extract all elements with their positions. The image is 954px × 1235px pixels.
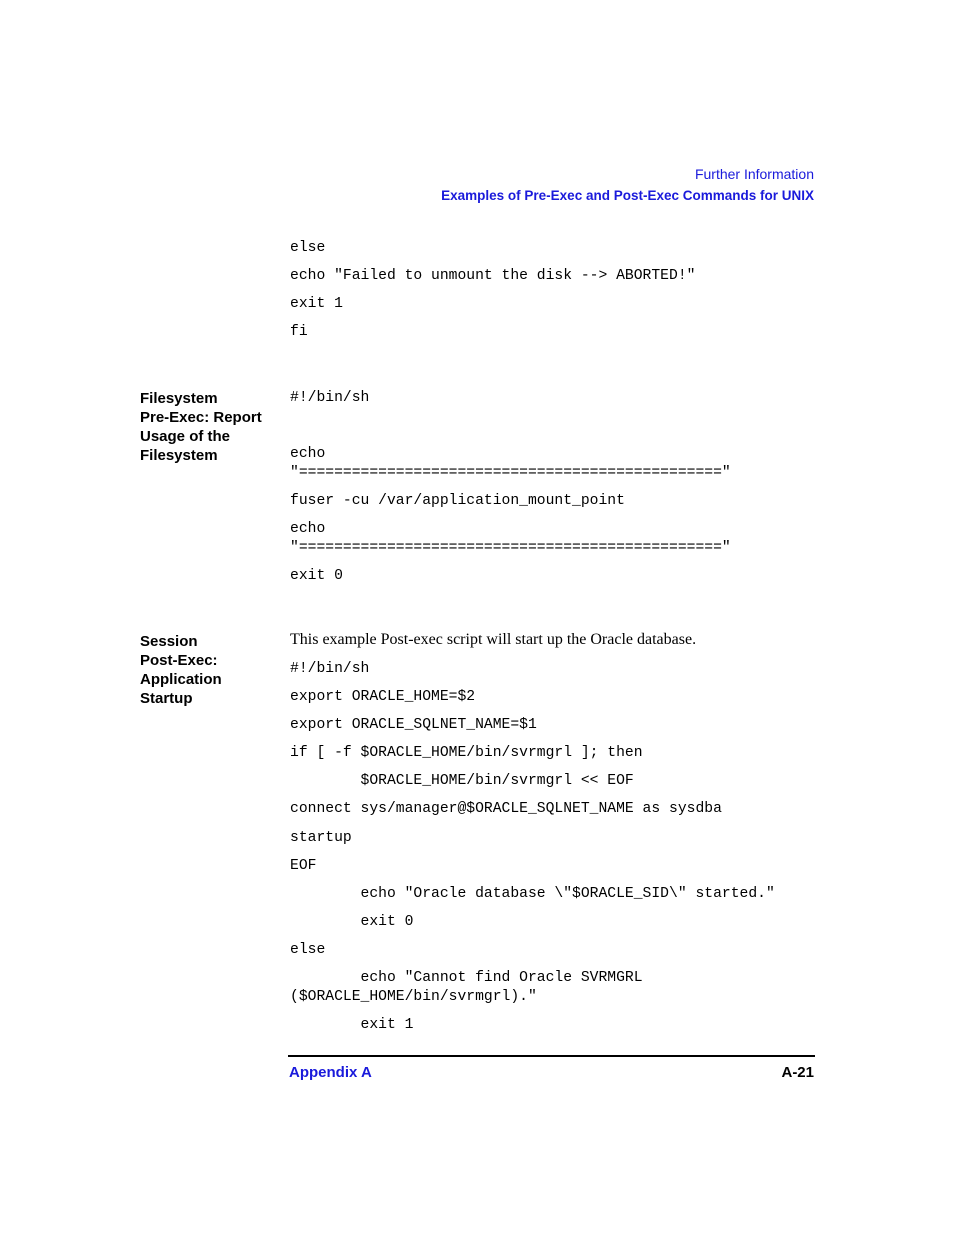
running-header-section: Examples of Pre-Exec and Post-Exec Commands for UNIX [441, 188, 814, 203]
filesystem-section-heading [140, 389, 262, 465]
code-line: echo "Failed to unmount the disk --> ABORTED!" [290, 268, 696, 284]
code-line: exit 0 [290, 568, 343, 584]
code-line: EOF [290, 858, 317, 874]
session-section-heading [140, 632, 222, 708]
code-line: export ORACLE_HOME=$2 [290, 689, 476, 705]
code-line: #!/bin/sh [290, 661, 370, 677]
code-line: else [290, 240, 326, 256]
code-line: startup [290, 830, 352, 846]
code-line: exit 1 [290, 296, 343, 312]
code-line: $ORACLE_HOME/bin/svrmgrl << EOF [290, 773, 634, 789]
code-line: #!/bin/sh [290, 390, 370, 406]
footer-appendix-label: Appendix A [289, 1064, 372, 1081]
code-line: fi [290, 324, 308, 340]
heading-line: Filesystem [140, 447, 218, 464]
code-line: echo "Cannot find Oracle SVRMGRL [290, 970, 643, 986]
heading-line: Post-Exec: [140, 652, 218, 669]
code-line: if [ -f $ORACLE_HOME/bin/svrmgrl ]; then [290, 745, 643, 761]
footer-rule [288, 1055, 815, 1057]
code-line: fuser -cu /var/application_mount_point [290, 493, 625, 509]
heading-line: Usage of the [140, 428, 231, 445]
code-line: exit 1 [290, 1017, 414, 1033]
code-line: echo "Oracle database \"$ORACLE_SID\" started." [290, 886, 775, 902]
running-header-chapter: Further Information [694, 166, 814, 182]
code-line: connect sys/manager@$ORACLE_SQLNET_NAME as sysdba [290, 801, 722, 817]
code-line: ($ORACLE_HOME/bin/svrmgrl)." [290, 989, 537, 1005]
code-line: exit 0 [290, 914, 414, 930]
code-line: echo [290, 521, 326, 537]
heading-line: Filesystem [140, 390, 218, 407]
code-line: "================================================" [290, 540, 731, 556]
code-line: echo [290, 446, 326, 462]
heading-line: Session [140, 633, 198, 650]
heading-line: Pre-Exec: Report [140, 409, 262, 426]
code-line: export ORACLE_SQLNET_NAME=$1 [290, 717, 537, 733]
code-line: "================================================" [290, 465, 731, 481]
heading-line: Startup [140, 690, 193, 707]
heading-line: Application [140, 671, 222, 688]
code-line: else [290, 942, 326, 958]
page-number: A-21 [781, 1064, 814, 1081]
session-intro-text: This example Post-exec script will start up the Oracle database. [290, 631, 697, 648]
